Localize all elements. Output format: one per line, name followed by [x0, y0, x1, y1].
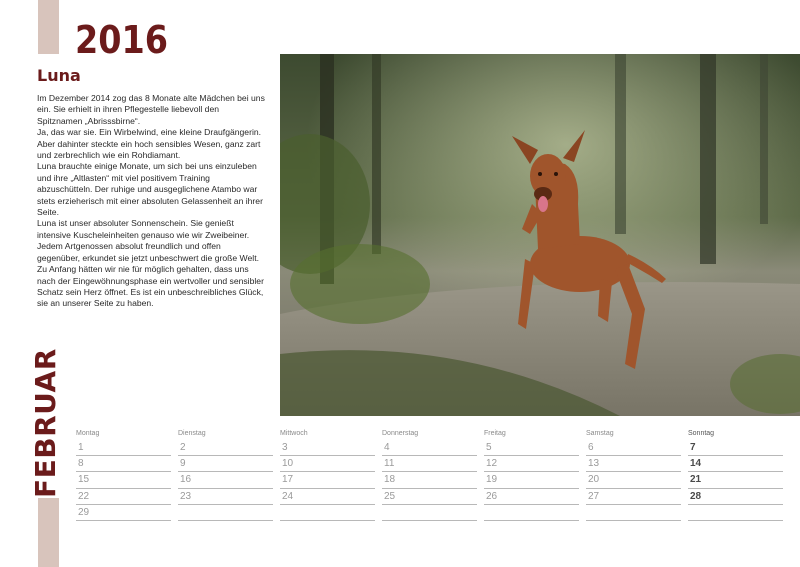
date-cell: 1: [76, 440, 171, 456]
date-cell: 2: [178, 440, 273, 456]
date-cell: 26: [484, 489, 579, 505]
date-cell: [280, 505, 375, 521]
date-cell: 11: [382, 456, 477, 472]
weekday-header: Dienstag: [178, 430, 206, 437]
calendar-column-samstag: [586, 428, 681, 521]
date-cell: 10: [280, 456, 375, 472]
date-cell: 8: [76, 456, 171, 472]
decorative-bar-bottom: [38, 498, 59, 567]
date-cell: 12: [484, 456, 579, 472]
date-cell: 17: [280, 472, 375, 488]
story-paragraph: Ja, das war sie. Ein Wirbelwind, eine kleine Draufgängerin. Aber dahinter steckte ein hoch sensibles Wesen, ganz zart und zerbrechlich wie ein Rohdiamant.: [37, 127, 262, 161]
calendar-column-donnerstag: [382, 428, 477, 521]
date-cell: 13: [586, 456, 681, 472]
calendar-column-sonntag: [688, 428, 783, 521]
date-cell: [484, 505, 579, 521]
date-cell: 3: [280, 440, 375, 456]
date-cell: 14: [688, 456, 783, 472]
dog-photo: [280, 54, 800, 416]
calendar-column-montag: [76, 428, 171, 521]
decorative-bar-top: [38, 0, 59, 54]
date-cell: 7: [688, 440, 783, 456]
date-cell: 6: [586, 440, 681, 456]
date-cell: 22: [76, 489, 171, 505]
year-heading: 2016: [75, 18, 169, 62]
weekday-header: Montag: [76, 430, 100, 437]
calendar-column-dienstag: [178, 428, 273, 521]
date-cell: 18: [382, 472, 477, 488]
weekday-header: Sonntag: [688, 430, 715, 437]
date-cell: 19: [484, 472, 579, 488]
story-paragraph: Luna ist unser absoluter Sonnenschein. Sie genießt intensive Kuscheleinheiten genauso wie wir Zweibeiner. Jedem Artgenossen absolut freundlich und offen gegenüber, erkundet sie jetzt unbeschwert die große Welt.: [37, 218, 259, 263]
dog-running-photo-icon: [280, 54, 800, 416]
weekday-header: Donnerstag: [382, 430, 419, 437]
date-cell: 9: [178, 456, 273, 472]
date-cell: [178, 505, 273, 521]
weekday-header: Freitag: [484, 430, 506, 437]
date-cell: 25: [382, 489, 477, 505]
calendar-column-freitag: [484, 428, 579, 521]
date-cell: [382, 505, 477, 521]
month-label: FEBRUAR: [29, 348, 62, 498]
date-cell: 4: [382, 440, 477, 456]
calendar-column-mittwoch: [280, 428, 375, 521]
weekday-header: Mittwoch: [280, 430, 308, 437]
date-cell: 5: [484, 440, 579, 456]
date-cell: 29: [76, 505, 171, 521]
date-cell: 24: [280, 489, 375, 505]
date-cell: [688, 505, 783, 521]
date-cell: 27: [586, 489, 681, 505]
date-cell: 15: [76, 472, 171, 488]
story-text: [37, 93, 265, 310]
date-cell: 16: [178, 472, 273, 488]
date-cell: 20: [586, 472, 681, 488]
date-cell: [586, 505, 681, 521]
story-paragraph: Luna brauchte einige Monate, um sich bei uns einzuleben und ihre „Altlasten“ mit viel positivem Training abzuschütteln. Der ruhige und ausgeglichene Atambo war stets erzieherisch mit einer absoluten Gelassenheit an ihrer Seite.: [37, 161, 263, 218]
date-cell: 28: [688, 489, 783, 505]
weekday-header: Samstag: [586, 430, 614, 437]
dog-name-heading: Luna: [37, 66, 81, 85]
story-paragraph: Im Dezember 2014 zog das 8 Monate alte Mädchen bei uns ein. Sie erhielt in ihren Pflegestelle liebevoll den Spitznamen „Abrisssbirne“.: [37, 93, 265, 126]
story-paragraph: Zu Anfang hätten wir nie für möglich gehalten, dass uns nach der Eingewöhnungsphase ein wertvoller und sensibler Schatz sein Herz öffnet. Es ist ein unbeschreibliches Glück, sie an unserer Seite zu haben.: [37, 264, 264, 309]
date-cell: 21: [688, 472, 783, 488]
date-cell: 23: [178, 489, 273, 505]
